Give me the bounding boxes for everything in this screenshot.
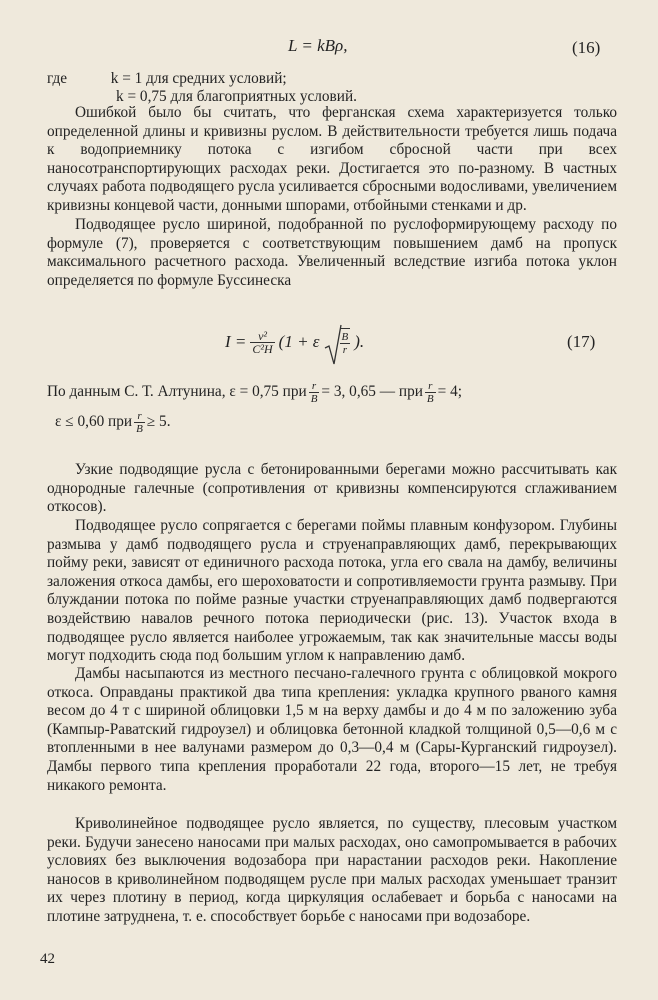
formula-17-sqrt-denominator: r [342, 344, 348, 356]
fraction-1-numerator: r [309, 380, 320, 393]
formula-16: L = kBρ, [288, 36, 348, 55]
paragraph-6: Криволинейное подводящее русло является, по существу, плесовым участком реки. Будучи занесено наносами при малых расходах, оно самопромывается в рабочих условиях без выключения водозабора при нарастании расходов реки. Накопление наносов в криволинейном подводящем русле при малых расходах уменьшает транзит их через плотину в период, когда циркуляция ослабевает и борьба с наносами на плотине затруднена, т. е. способствует борьбе с наносами при водозаборе. [47, 815, 617, 925]
formula-17-numerator: v² [250, 330, 274, 343]
altunin-fraction-2 [425, 380, 436, 405]
formula-17-sqrt-numerator: B [341, 331, 349, 343]
formula-17-denominator: C²H [252, 341, 273, 356]
fraction-3-denominator: B [136, 423, 143, 435]
page-number: 42 [40, 951, 55, 967]
paragraph-2: Подводящее русло шириной, подобранной по руслоформирующему расходу по формуле (7), проверяется с соответствующим повышением дамб на пропуск максимального расчетного расхода. Увеличенный вследствие изгиба потока уклон определяется по формуле Буссинеска [47, 216, 617, 289]
where-k1: k = 1 для средних условий; [110, 70, 287, 87]
fraction-2-numerator: r [425, 380, 436, 393]
where-line-2: k = 0,75 для благоприятных условий. [116, 88, 357, 105]
fraction-3-numerator: r [134, 410, 145, 423]
altunin-text-3: = 4; [437, 383, 462, 401]
paragraph-4: Подводящее русло сопрягается с берегами поймы плавным конфузором. Глубины размыва у дамб подводящего русла и струенаправляющих дамб, перекрывающих пойму реки, зависят от единичного расхода потока, угла его свала на дамбу, величины заложения откоса дамбы, его шероховатости и сопротивляемости грунта размыву. При блуждании потока по пойме разные участки струенаправляющих дамб подвергаются воздействию навалов речного потока периодически (рис. 13). Участок входа в подводящее русло является наиболее угрожаемым, так как значительные массы воды могут подходить сюда под большим углом к направлению дамб. [47, 517, 617, 665]
formula-17-number: (17) [567, 332, 596, 351]
paragraph-1: Ошибкой было бы считать, что ферганская схема характеризуется только определенной длины и кривизны руслом. В действительности требуется лишь подача к водоприемнику потока с изгибом сбросной части при всех наносотранспортирующих расходах реки. Достигается это по-разному. В частных случаях работа подводящего русла усиливается сбросными водосливами, увеличением кривизны концевой части, донными шпорами, отбойными стенками и др. [47, 104, 617, 214]
fraction-2-denominator: B [426, 393, 434, 405]
altunin-line-1 [47, 380, 462, 405]
altunin-fraction-1 [309, 380, 320, 405]
altunin-text-2: = 3, 0,65 — при [321, 383, 423, 401]
altunin-line2-text-2: ≥ 5. [146, 413, 171, 431]
altunin-fraction-3 [134, 410, 145, 435]
altunin-line-2 [55, 410, 171, 435]
altunin-text-1: По данным С. Т. Алтунина, ε = 0,75 при [47, 383, 307, 401]
formula-17-fraction [250, 330, 274, 355]
altunin-line2-text-1: ε ≤ 0,60 при [55, 413, 133, 431]
formula-17-sqrt [324, 328, 351, 356]
formula-17-paren-open: (1 + ε [278, 332, 320, 351]
formula-17-paren-close: ). [354, 332, 365, 351]
paragraph-5: Дамбы насыпаются из местного песчано-галечного грунта с облицовкой мокрого откоса. Оправданы практикой два типа крепления: укладка крупного рваного камня весом до 4 т с шириной облицовки 1,5 м на верху дамбы и до 4 м по заложению зуба (Кампыр-Раватский гидроузел) и облицовка бетонной кладкой толщиной 0,5—0,6 м с втопленными в нее валунами размером до 0,3—0,4 м (Сары-Курганский гидроузел). Дамбы первого типа крепления проработали 22 года, второго—15 лет, не требуя никакого ремонта. [47, 665, 617, 794]
formula-17 [225, 318, 364, 366]
paragraph-3: Узкие подводящие русла с бетонированными берегами можно рассчитывать как однородные галечные (сопротивления от кривизны компенсируются сглаживанием откосов). [47, 461, 617, 516]
fraction-1-denominator: B [310, 393, 318, 405]
formula-17-lhs: I = [225, 332, 247, 351]
where-line-1 [47, 70, 287, 89]
formula-16-number: (16) [572, 38, 601, 57]
where-prefix: где [47, 70, 68, 87]
radical-sign-icon [324, 324, 342, 366]
